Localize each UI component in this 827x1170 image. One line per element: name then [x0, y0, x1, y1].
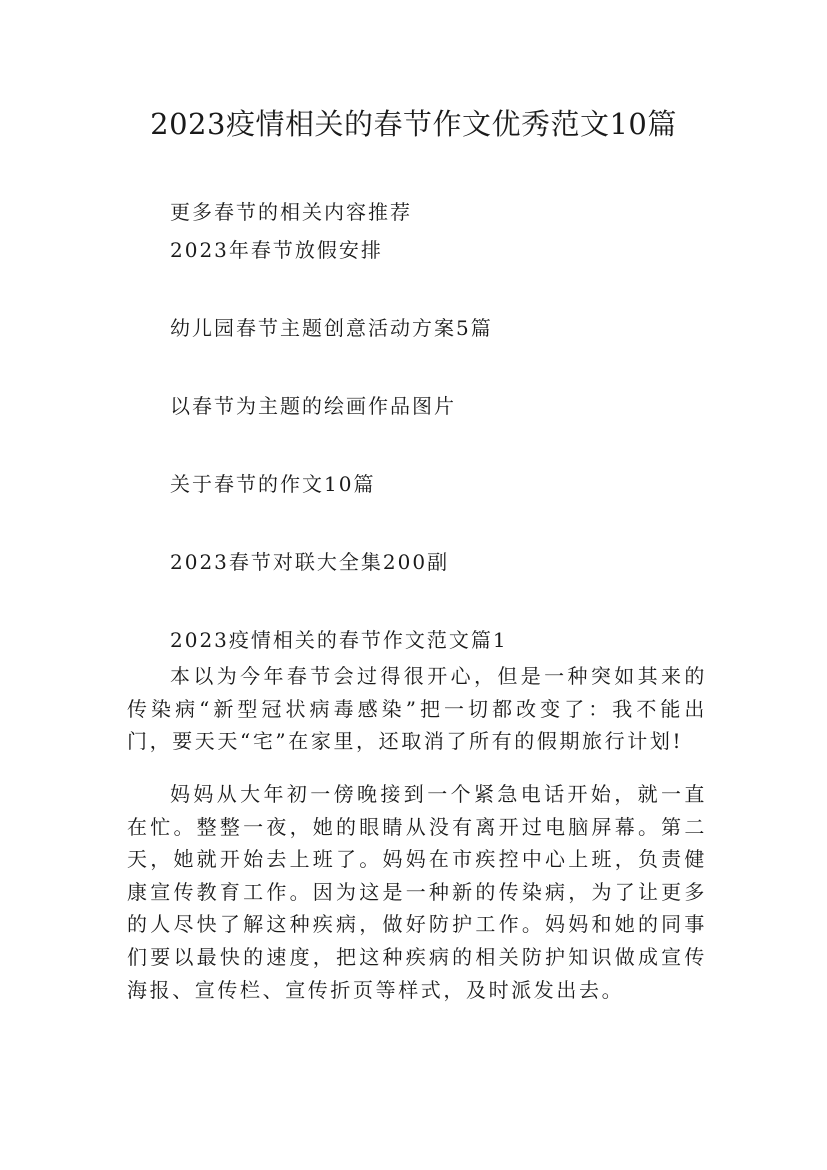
body-paragraph: 本以为今年春节会过得很开心，但是一种突如其来的传染病“新型冠状病毒感染”把一切都改变了：我不能出门，要天天“宅”在家里，还取消了所有的假期旅行计划! — [127, 664, 707, 754]
section-heading: 2023疫情相关的春节作文范文篇1 — [170, 628, 508, 652]
related-link-essays[interactable]: 关于春节的作文10篇 — [170, 472, 376, 496]
related-link-couplets[interactable]: 2023春节对联大全集200副 — [170, 550, 450, 574]
document-title: 2023疫情相关的春节作文优秀范文10篇 — [150, 107, 677, 141]
body-paragraph: 妈妈从大年初一傍晚接到一个紧急电话开始，就一直在忙。整整一夜，她的眼睛从没有离开过电脑屏幕。第二天，她就开始去上班了。妈妈在市疾控中心上班，负责健康宣传教育工作。因为这是一种新的传染病，为了让更多的人尽快了解这种疾病，做好防护工作。妈妈和她的同事们要以最快的速度，把这种疾病的相关防护知识做成宣传海报、宣传栏、宣传折页等样式，及时派发出去。 — [127, 782, 707, 1002]
related-link-kindergarten-plan[interactable]: 幼儿园春节主题创意活动方案5篇 — [170, 316, 493, 340]
related-link-holiday-schedule[interactable]: 2023年春节放假安排 — [170, 238, 383, 262]
related-heading: 更多春节的相关内容推荐 — [170, 200, 412, 224]
related-link-paintings[interactable]: 以春节为主题的绘画作品图片 — [170, 394, 456, 418]
